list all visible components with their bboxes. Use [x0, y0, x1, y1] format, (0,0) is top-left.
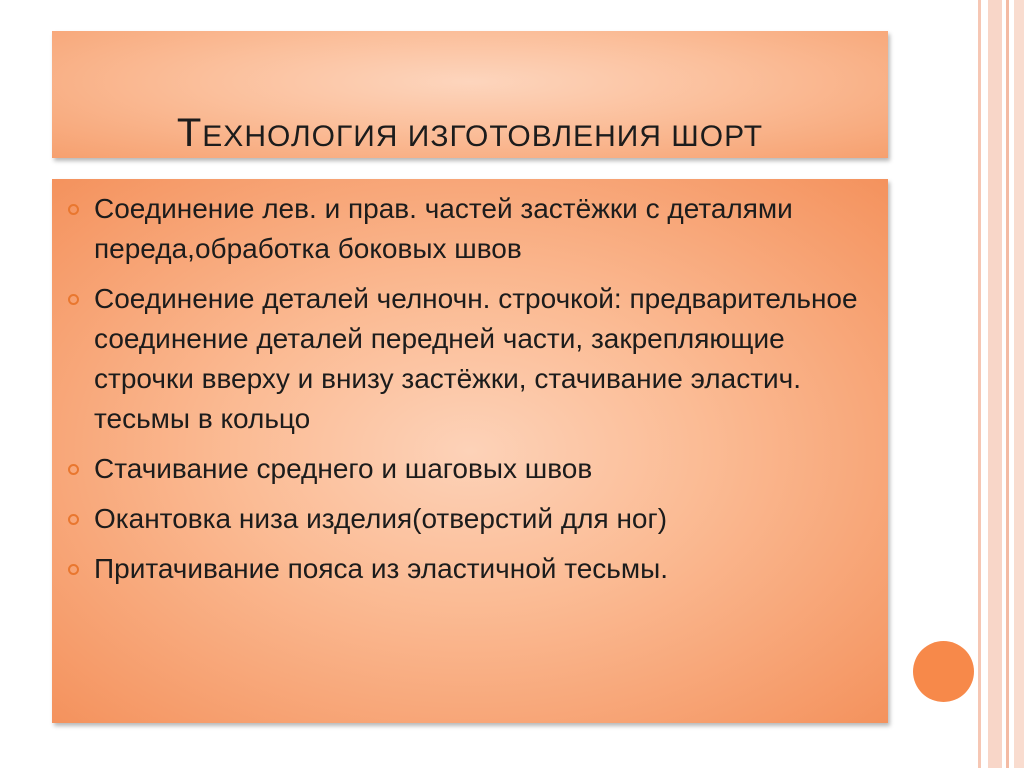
title-first-letter: Т [176, 111, 203, 155]
bullet-item [68, 449, 868, 489]
orange-circle-decoration [913, 641, 974, 702]
bullet-item [68, 549, 868, 589]
bullet-text: Притачивание пояса из эластичной тесьмы. [94, 553, 669, 584]
slide-title [52, 111, 888, 156]
decorative-stripe [988, 0, 1002, 768]
title-box [52, 31, 888, 158]
bullet-item [68, 279, 868, 439]
decorative-stripe [1006, 0, 1009, 768]
title-rest: ЕХНОЛОГИЯ ИЗГОТОВЛЕНИЯ ШОРТ [202, 120, 764, 153]
bullet-list [68, 189, 868, 599]
bullet-text: Окантовка низа изделия(отверстий для ног) [94, 503, 668, 534]
ring-bullet-icon [68, 564, 79, 575]
ring-bullet-icon [68, 514, 79, 525]
bullet-item [68, 189, 868, 269]
ring-bullet-icon [68, 464, 79, 475]
decorative-stripe [1014, 0, 1024, 768]
content-box [52, 179, 888, 723]
bullet-item [68, 499, 868, 539]
bullet-text: Стачивание среднего и шаговых швов [94, 453, 593, 484]
bullet-text: Соединение лев. и прав. частей застёжки с деталями переда,обработка боковых швов [94, 193, 793, 264]
decorative-stripe [978, 0, 981, 768]
ring-bullet-icon [68, 204, 79, 215]
ring-bullet-icon [68, 294, 79, 305]
bullet-text: Соединение деталей челночн. строчкой: предварительное соединение деталей передней части, закрепляющие строчки вверху и внизу застёжки, стачивание эластич. тесьмы в кольцо [94, 283, 858, 434]
